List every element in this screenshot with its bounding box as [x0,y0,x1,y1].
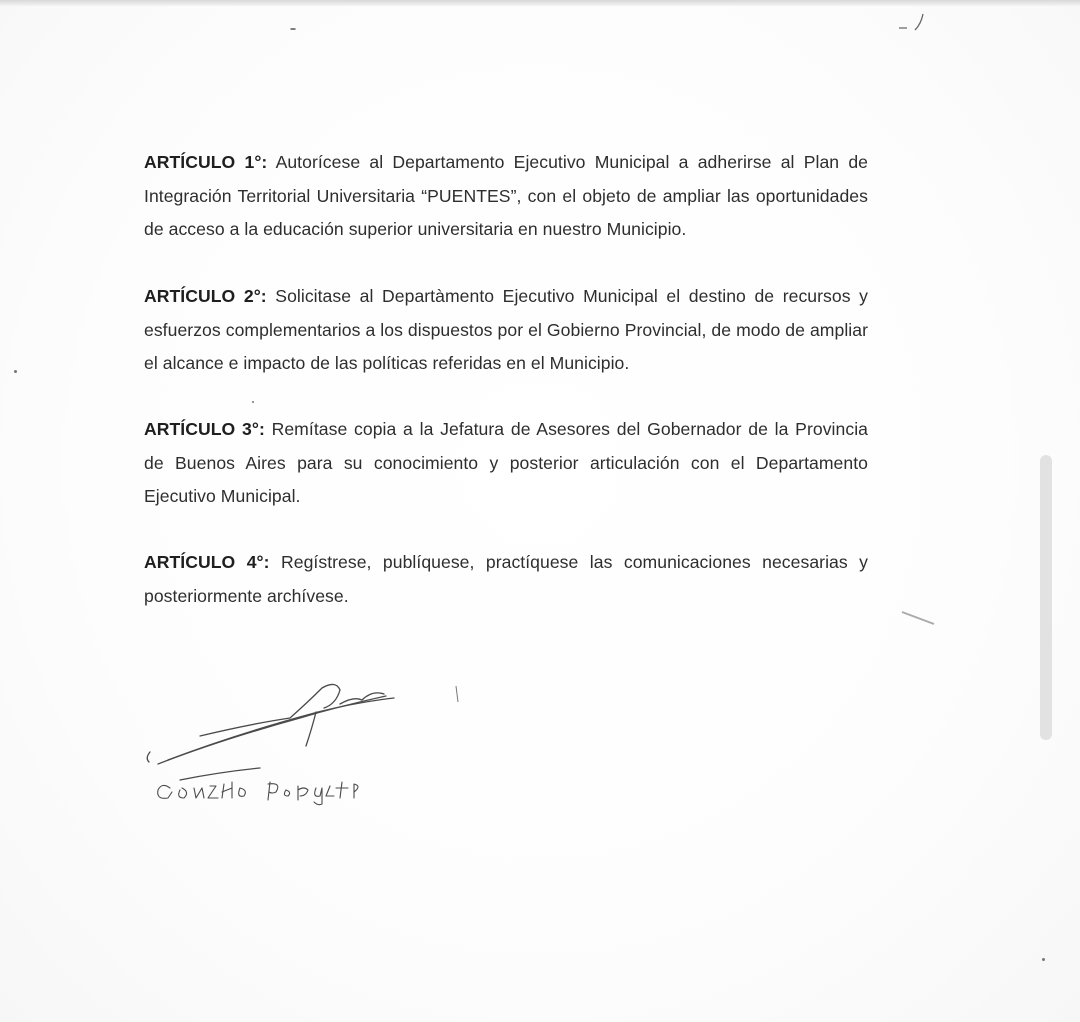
scan-streak [900,606,940,630]
scan-speck [14,370,17,373]
scan-speck [252,401,254,403]
article-3-text: Remítase copia a la Jefatura de Asesores del Gobernador de la Provincia de Buenos Aires para su conocimiento y posterior articulación con el Departamento Ejecutivo Municipal. [144,419,868,506]
signature-tick [452,684,462,708]
scan-speck [290,28,296,30]
article-2-text: Solicitase al Departàmento Ejecutivo Municipal el destino de recursos y esfuerzos complementarios a los dispuestos por el Gobierno Provincial, de modo de ampliar el alcance e impacto de las políticas referidas en el Municipio. [144,286,868,373]
article-3 [144,413,868,514]
article-4 [144,546,868,613]
article-2-label: ARTÍCULO 2°: [144,286,267,306]
corner-mark [895,10,935,36]
article-2 [144,280,868,381]
handwritten-signature [140,676,440,816]
scan-speck [1042,958,1045,961]
article-1 [144,146,868,247]
article-4-label: ARTÍCULO 4°: [144,552,270,572]
article-3-label: ARTÍCULO 3°: [144,419,265,439]
article-4-text: Regístrese, publíquese, practíquese las comunicaciones necesarias y posteriormente archívese. [144,552,868,606]
vertical-scrollbar[interactable] [1040,455,1052,740]
article-1-text: Autorícese al Departamento Ejecutivo Municipal a adherirse al Plan de Integración Territorial Universitaria “PUENTES”, con el objeto de ampliar las oportunidades de acceso a la educación superior universitaria en nuestro Municipio. [144,152,868,239]
article-1-label: ARTÍCULO 1°: [144,152,268,172]
